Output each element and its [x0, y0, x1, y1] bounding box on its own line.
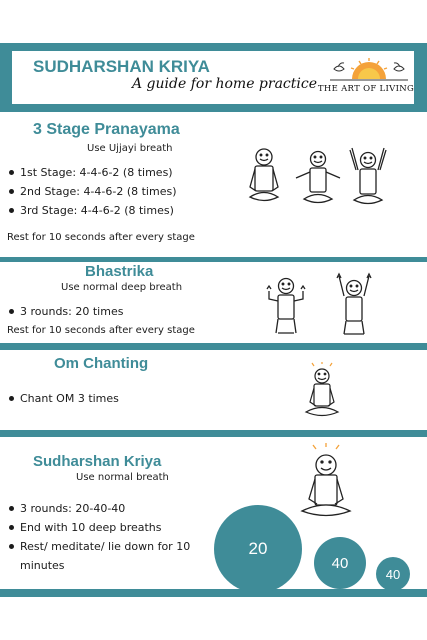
list-item: 3 rounds: 20 times [7, 302, 123, 321]
bullet-list [7, 499, 207, 575]
header-subtitle: A guide for home practice [132, 76, 317, 92]
section-pranayama [0, 112, 427, 257]
bullet-list [7, 302, 123, 321]
section-subtitle: Use normal deep breath [61, 282, 183, 293]
list-item: Chant OM 3 times [7, 389, 119, 408]
round-circle-40-small: 40 [376, 557, 410, 591]
list-item: 2nd Stage: 4-4-6-2 (8 times) [7, 182, 177, 201]
stick-figure-icon [298, 443, 354, 521]
section-om-chanting [0, 350, 427, 430]
section-title: 3 Stage Pranayama [33, 121, 180, 138]
stick-figure-icon [302, 362, 342, 422]
bullet-list [7, 163, 177, 220]
sun-logo-icon [330, 55, 408, 83]
logo-text: THE ART OF LIVING [317, 84, 415, 94]
section-title: Bhastrika [85, 263, 154, 280]
list-item: 3rd Stage: 4-4-6-2 (8 times) [7, 201, 177, 220]
section-subtitle: Use normal breath [76, 472, 169, 483]
stick-figure-icon [348, 142, 388, 212]
stick-figure-icon [242, 147, 286, 209]
round-circle-40: 40 [314, 537, 366, 589]
section-subtitle: Use Ujjayi breath [87, 143, 173, 154]
bullet-list [7, 389, 119, 408]
list-item: End with 10 deep breaths [7, 518, 207, 537]
section-title: Sudharshan Kriya [33, 453, 162, 470]
stick-figure-icon [334, 272, 374, 337]
stick-figure-icon [294, 150, 342, 210]
section-title: Om Chanting [54, 355, 149, 372]
list-item: 1st Stage: 4-4-6-2 (8 times) [7, 163, 177, 182]
rest-note: Rest for 10 seconds after every stage [7, 325, 195, 336]
header-title: SUDHARSHAN KRIYA [33, 57, 210, 76]
header-panel [12, 51, 414, 104]
section-bhastrika [0, 262, 427, 343]
list-item: Rest/ meditate/ lie down for 10 minutes [7, 537, 207, 575]
list-item: 3 rounds: 20-40-40 [7, 499, 207, 518]
stick-figure-icon [264, 277, 308, 337]
round-circle-20: 20 [214, 505, 302, 593]
rest-note: Rest for 10 seconds after every stage [7, 232, 195, 243]
